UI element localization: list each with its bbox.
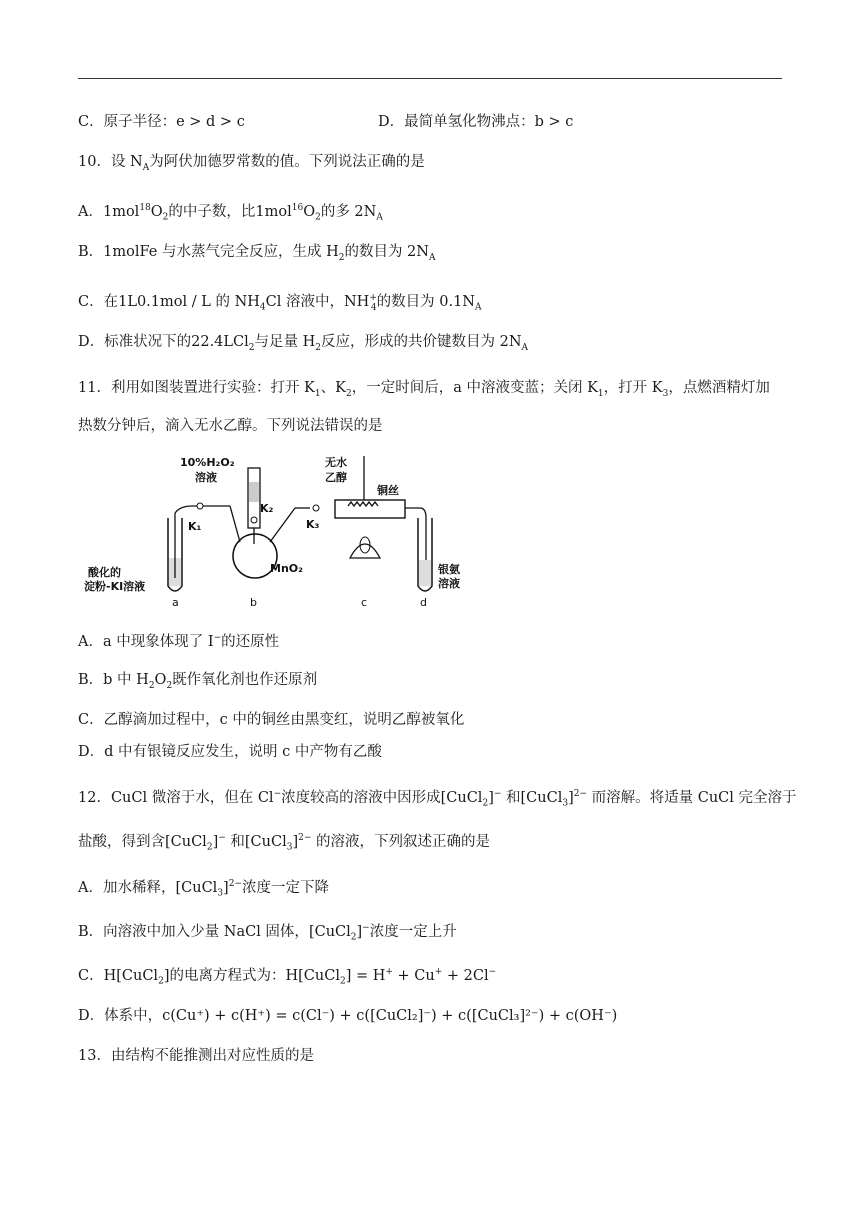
letter-c: c [361, 596, 368, 609]
k3-valve [313, 505, 319, 511]
q11-option-b: B．b 中 $H_2O_2$既作氧化剂也作还原剂 [78, 672, 318, 691]
h2o2-label2: 溶液 [195, 471, 217, 484]
alcohol-lamp [350, 544, 380, 558]
k3-label: K₃ [306, 518, 320, 531]
copper-label: 铜丝 [377, 484, 399, 497]
ethanol-label: 无水 [325, 456, 347, 469]
q12-option-d: D．体系中，c(Cu⁺) + c(H⁺) = c(Cl⁻) + c([CuCl₂]⁻) + c([CuCl₃]²⁻) + c(OH⁻) [78, 1008, 618, 1024]
tube-d-label1: 银氨 [438, 563, 460, 576]
letter-a: a [172, 596, 179, 609]
q11-stem-line2: 热数分钟后，滴入无水乙醇。下列说法错误的是 [78, 418, 383, 434]
q11-option-c: C．乙醇滴加过程中，c 中的铜丝由黑变红，说明乙醇被氧化 [78, 712, 465, 728]
q9-option-d: D．最简单氢化物沸点：b > c [378, 114, 574, 130]
q10-option-d: D．标准状况下的22.4LCl$_2$与足量 $H_2$反应，形成的共价键数目为 $2N_A$ [78, 334, 529, 353]
q11-option-a: A．a 中现象体现了 I−的还原性 [78, 633, 280, 650]
q11-option-d: D．d 中有银镜反应发生，说明 c 中产物有乙酸 [78, 744, 382, 760]
tube-a-label2: 淀粉-KI溶液 [84, 580, 146, 593]
tube-d-liquid [419, 560, 431, 586]
q10-option-c: C．在1L0.1mol / L 的 $NH_4Cl$ 溶液中，$NH^+_4$的数目为 $0.1N_A$ [78, 293, 482, 313]
q10-option-a: A．$1mol^{18}O_2$的中子数，比$1mol^{16}O_2$的多 $2N_A$ [78, 203, 383, 223]
tube-d-label2: 溶液 [438, 577, 460, 590]
q12-option-c: C．H[CuCl$_2$]的电离方程式为：H[CuCl$_2$] = H+ + Cu+ + 2Cl− [78, 967, 497, 987]
tube-a-label1: 酸化的 [88, 566, 121, 579]
apparatus-diagram [80, 448, 470, 613]
q11-stem-line1: 11．利用如图装置进行实验：打开 $K_1$、$K_2$，一定时间后，a 中溶液变蓝；关闭 $K_1$，打开 $K_3$，点燃酒精灯加 [78, 380, 770, 399]
q12-option-b: B．向溶液中加入少量 NaCl 固体，[CuCl$_2$]−浓度一定上升 [78, 923, 457, 943]
q10-option-b: B．1molFe 与水蒸气完全反应，生成 $H_2$的数目为 $2N_A$ [78, 244, 436, 263]
k2-valve [251, 517, 257, 523]
mno2-label: MnO₂ [270, 562, 303, 575]
h2o2-label: 10%H₂O₂ [180, 456, 235, 469]
header-rule [78, 78, 782, 79]
k1-label: K₁ [188, 520, 202, 533]
q12-stem-line2: 盐酸，得到含[CuCl$_2$]− 和[CuCl$_3$]$^{2-}$ 的溶液，下列叙述正确的是 [78, 833, 491, 853]
k1-valve [197, 503, 203, 509]
letter-d: d [420, 596, 427, 609]
ethanol-label2: 乙醇 [325, 471, 347, 484]
k2-label: K₂ [260, 502, 274, 515]
q12-option-a: A．加水稀释，[CuCl$_3$]$^{2-}$浓度一定下降 [78, 879, 329, 899]
q9-option-c: C．原子半径：e > d > c [78, 114, 245, 130]
q12-stem-line1: 12．CuCl 微溶于水，但在 Cl−浓度较高的溶液中因形成[CuCl$_2$]− 和[CuCl$_3$]$^{2-}$ 而溶解。将适量 CuCl 完全溶于 [78, 789, 797, 809]
letter-b: b [250, 596, 257, 609]
q10-stem: 10．设 $N_A$为阿伏加德罗常数的值。下列说法正确的是 [78, 154, 425, 173]
copper-wire [348, 502, 378, 506]
q13-stem: 13．由结构不能推测出对应性质的是 [78, 1048, 314, 1064]
